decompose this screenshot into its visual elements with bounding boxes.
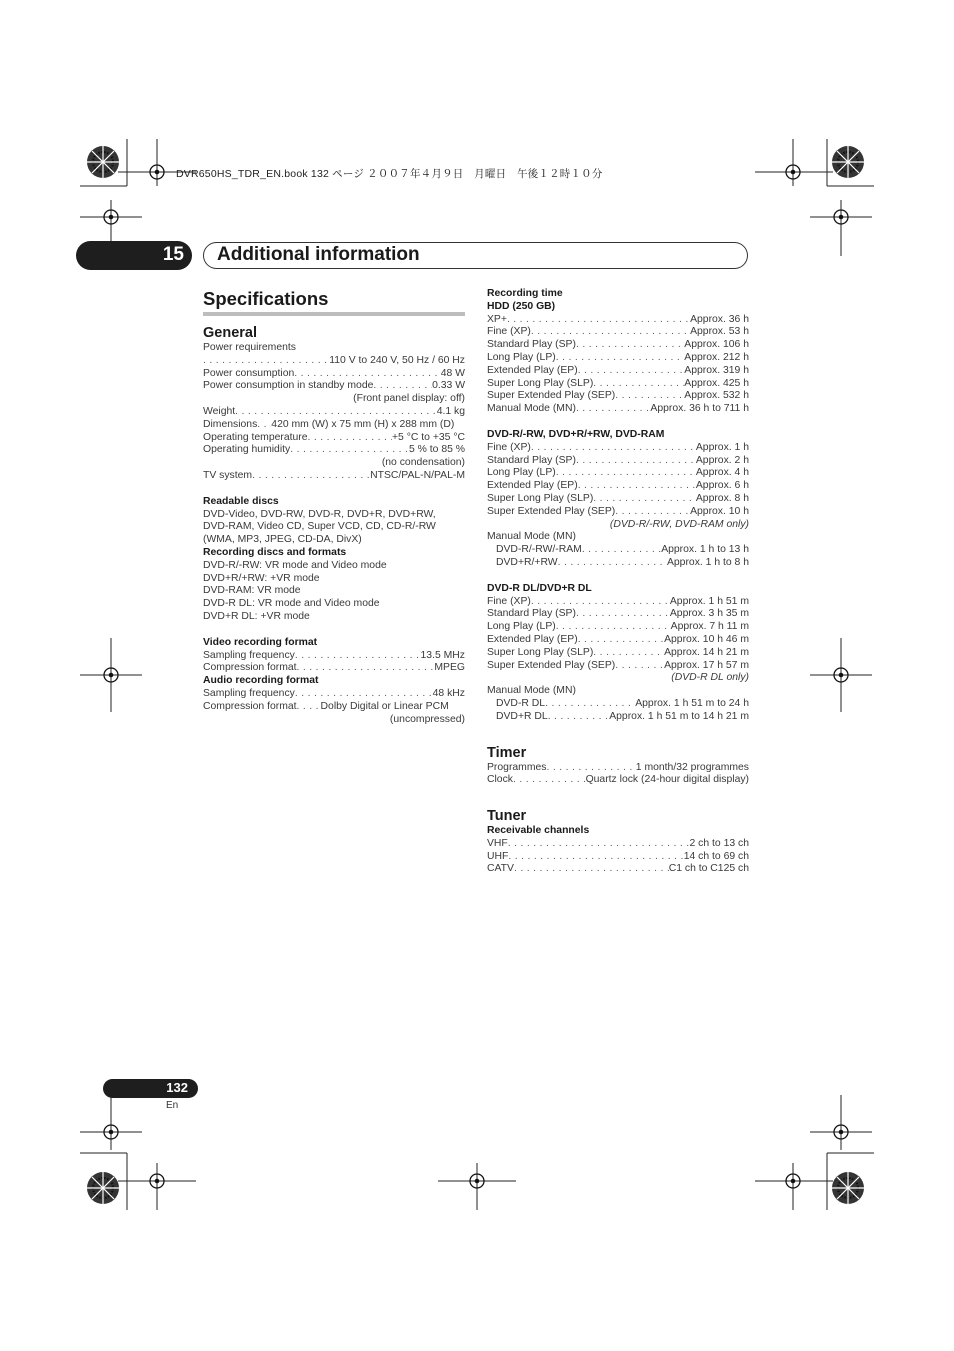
dl-heading: DVD-R DL/DVD+R DL xyxy=(487,582,592,594)
chapter-number: 15 xyxy=(162,244,184,265)
readable-discs-heading: Readable discs xyxy=(203,495,279,507)
spec-row: DVD+R/+RW . . . Approx. 1 h to 8 h xyxy=(487,557,749,570)
spec-row: VHF . . . 2 ch to 13 ch xyxy=(487,838,749,851)
spec-row: DVD-R/-RW/-RAM . . . Approx. 1 h to 13 h xyxy=(487,544,749,557)
spec-row: Power consumption in standby mode . . . 0.33 W xyxy=(203,380,465,393)
spec-row: DVD+R DL . . . Approx. 1 h 51 m to 14 h 21 m xyxy=(487,711,749,724)
spec-row: Programmes . . . 1 month/32 programmes xyxy=(487,762,749,775)
spec-row: Weight . . . 4.1 kg xyxy=(203,406,465,419)
hdd-heading: HDD (250 GB) xyxy=(487,300,556,312)
spec-row: Super Extended Play (SEP) . . . Approx. 17 h 57 m xyxy=(487,660,749,673)
manual-mode-label: Manual Mode (MN) xyxy=(487,685,576,697)
humidity-note: (no condensation) xyxy=(381,457,465,469)
text-line: DVD-R/-RW: VR mode and Video mode xyxy=(203,559,387,571)
video-format-heading: Video recording format xyxy=(203,636,318,648)
text-line: DVD+R DL: +VR mode xyxy=(203,610,310,622)
spec-row: Sampling frequency . . . 48 kHz xyxy=(203,688,465,701)
audio-note: (uncompressed) xyxy=(389,713,465,725)
spec-row: Clock . . . Quartz lock (24-hour digital display) xyxy=(487,774,749,787)
spec-row: Standard Play (SP) . . . Approx. 106 h xyxy=(487,339,749,352)
page-number-badge xyxy=(103,1079,198,1098)
spec-row: UHF . . . 14 ch to 69 ch xyxy=(487,851,749,864)
chapter-title-box xyxy=(203,242,748,269)
spec-row: Super Extended Play (SEP) . . . Approx. 532 h xyxy=(487,390,749,403)
spec-row: Fine (XP) . . . Approx. 1 h xyxy=(487,442,749,455)
spec-row: Operating temperature . . . +5 °C to +35 °C xyxy=(203,432,465,445)
spec-row: Super Long Play (SLP) . . . Approx. 425 h xyxy=(487,378,749,391)
spec-row: DVD-R DL . . . Approx. 1 h 51 m to 24 h xyxy=(487,698,749,711)
general-heading: General xyxy=(203,325,257,341)
spec-row: Super Extended Play (SEP) . . . Approx. 10 h xyxy=(487,506,749,519)
spec-row: TV system . . . NTSC/PAL-N/PAL-M xyxy=(203,470,465,483)
page-language: En xyxy=(166,1100,179,1111)
spec-row: Long Play (LP) . . . Approx. 4 h xyxy=(487,467,749,480)
text-line: DVD-R DL: VR mode and Video mode xyxy=(203,598,380,610)
spec-row: CATV . . . C1 ch to C125 ch xyxy=(487,863,749,876)
spec-row: Fine (XP) . . . Approx. 1 h 51 m xyxy=(487,596,749,609)
spec-row: Super Long Play (SLP) . . . Approx. 14 h 21 m xyxy=(487,647,749,660)
power-requirements-label: Power requirements xyxy=(203,342,296,353)
spec-row: . . . 110 V to 240 V, 50 Hz / 60 Hz xyxy=(203,355,465,368)
spec-row: Long Play (LP) . . . Approx. 7 h 11 m xyxy=(487,621,749,634)
right-column xyxy=(487,288,749,876)
page-number: 132 xyxy=(166,1080,188,1095)
timer-heading: Timer xyxy=(487,744,527,761)
dvd-note: (DVD-R/-RW, DVD-RAM only) xyxy=(609,518,749,530)
standby-note: (Front panel display: off) xyxy=(353,393,465,405)
text-line: DVD-RAM: VR mode xyxy=(203,585,301,597)
chapter-number-badge xyxy=(76,241,192,270)
dvd-heading: DVD-R/-RW, DVD+R/+RW, DVD-RAM xyxy=(487,428,665,440)
manual-mode-label: Manual Mode (MN) xyxy=(487,531,576,543)
spec-row: Power consumption . . . 48 W xyxy=(203,368,465,381)
spec-row: Extended Play (EP) . . . Approx. 10 h 46 m xyxy=(487,634,749,647)
left-column xyxy=(203,287,465,726)
spec-row: Extended Play (EP) . . . Approx. 319 h xyxy=(487,365,749,378)
page-title: Specifications xyxy=(203,288,329,309)
chapter-title: Additional information xyxy=(217,244,420,265)
recording-discs-heading: Recording discs and formats xyxy=(203,546,347,558)
spec-row: Fine (XP) . . . Approx. 53 h xyxy=(487,326,749,339)
spec-row: Extended Play (EP) . . . Approx. 6 h xyxy=(487,480,749,493)
spec-row: Compression format . . . Dolby Digital or Linear PCM xyxy=(203,701,465,714)
spec-row: Long Play (LP) . . . Approx. 212 h xyxy=(487,352,749,365)
book-file-header: DVR650HS_TDR_EN.book 132 ページ ２００７年４月９日 月曜日 午後１２時１０分 xyxy=(176,168,603,180)
text-line: DVD+R/+RW: +VR mode xyxy=(203,572,320,584)
dl-note: (DVD-R DL only) xyxy=(671,672,749,684)
audio-format-heading: Audio recording format xyxy=(203,675,319,687)
spec-row: Manual Mode (MN) . . . Approx. 36 h to 711 h xyxy=(487,403,749,416)
text-line: DVD-Video, DVD-RW, DVD-R, DVD+R, DVD+RW, xyxy=(203,508,436,520)
text-line: (WMA, MP3, JPEG, CD-DA, DivX) xyxy=(203,534,362,546)
receivable-channels-heading: Receivable channels xyxy=(487,825,590,837)
text-line: DVD-RAM, Video CD, Super VCD, CD, CD-R/-RW xyxy=(203,521,436,533)
tuner-heading: Tuner xyxy=(487,808,527,825)
spec-row: Dimensions . . . 420 mm (W) x 75 mm (H) x 288 mm (D) xyxy=(203,419,465,432)
spec-row: Operating humidity . . . 5 % to 85 % xyxy=(203,444,465,457)
recording-time-heading: Recording time xyxy=(487,288,563,299)
spec-row: XP+ . . . Approx. 36 h xyxy=(487,314,749,327)
title-rule xyxy=(203,312,465,316)
spec-row: Sampling frequency . . . 13.5 MHz xyxy=(203,650,465,663)
spec-row: Standard Play (SP) . . . Approx. 3 h 35 m xyxy=(487,608,749,621)
spec-row: Compression format . . . MPEG xyxy=(203,662,465,675)
spec-row: Super Long Play (SLP) . . . Approx. 8 h xyxy=(487,493,749,506)
spec-row: Standard Play (SP) . . . Approx. 2 h xyxy=(487,455,749,468)
